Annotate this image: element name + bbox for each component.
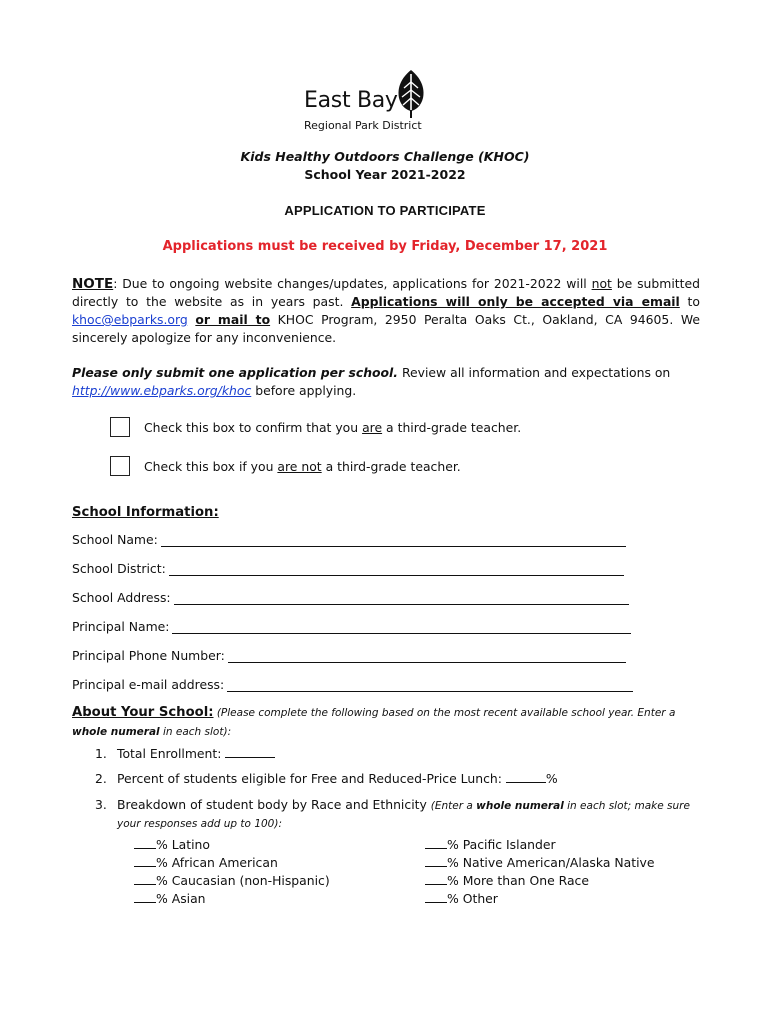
race-multiracial-input[interactable] (425, 872, 447, 885)
item-note-line2: your responses add up to 100): (117, 818, 282, 830)
about-school-heading: About Your School: (72, 705, 214, 720)
checkbox-label-emph: are not (277, 458, 322, 474)
race-label: % Latino (156, 837, 210, 852)
email-link[interactable]: khoc@ebparks.org (72, 312, 188, 327)
principal-name-input[interactable] (172, 619, 631, 634)
total-enrollment-input[interactable] (225, 745, 275, 758)
checkbox-label-text: Check this box if you (144, 458, 278, 474)
field-label: School Address: (72, 590, 171, 605)
item-label: Percent of students eligible for Free and Reduced-Price Lunch: (117, 771, 506, 786)
race-column-right (425, 836, 654, 908)
free-lunch-percent-input[interactable] (506, 770, 546, 783)
note-text: : Due to ongoing website changes/updates, applications for 2021-2022 will (113, 276, 592, 291)
race-pacific-islander-input[interactable] (425, 836, 447, 849)
race-caucasian (134, 872, 330, 890)
item-number: 3. (95, 797, 107, 812)
not-third-grade-checkbox[interactable] (110, 456, 130, 476)
race-column-left (134, 836, 330, 908)
item-number: 2. (95, 771, 107, 786)
total-enrollment-item (95, 745, 275, 763)
about-school-intro (72, 703, 692, 741)
race-asian (134, 890, 330, 908)
race-latino-input[interactable] (134, 836, 156, 849)
race-label: % Pacific Islander (447, 837, 556, 852)
race-label: % More than One Race (447, 873, 589, 888)
race-multiracial (425, 872, 654, 890)
race-label: % Other (447, 891, 498, 906)
school-year: School Year 2021-2022 (304, 167, 466, 182)
checkbox-label (144, 459, 461, 474)
leaf-icon (395, 68, 427, 118)
checkbox-label (144, 420, 521, 435)
school-district-input[interactable] (169, 561, 624, 576)
field-label: Principal Name: (72, 619, 170, 634)
race-pacific-islander (425, 836, 654, 854)
principal-email-input[interactable] (227, 677, 633, 692)
race-other (425, 890, 654, 908)
school-address-input[interactable] (174, 590, 629, 605)
race-label: % Asian (156, 891, 206, 906)
school-name-field-row (72, 529, 626, 547)
field-label: School District: (72, 561, 166, 576)
item-note-bold: whole numeral (476, 800, 564, 812)
logo-subtitle: Regional Park District (304, 119, 422, 132)
east-bay-logo (304, 68, 434, 138)
submit-text: Review all information and expectations on (398, 365, 671, 380)
free-lunch-item (95, 770, 558, 788)
school-district-field-row (72, 558, 624, 576)
item-note (431, 800, 690, 812)
submit-paragraph (72, 364, 700, 400)
principal-phone-input[interactable] (228, 648, 626, 663)
field-label: School Name: (72, 532, 158, 547)
program-title: Kids Healthy Outdoors Challenge (KHOC) (240, 149, 530, 164)
race-african-american-input[interactable] (134, 854, 156, 867)
race-label: % Native American/Alaska Native (447, 855, 655, 870)
note-label: NOTE (72, 276, 114, 292)
email-only-notice: Applications will only be accepted via email (351, 294, 680, 309)
about-note-bold: whole numeral (72, 726, 160, 738)
about-note-text: (Please complete the following based on the most recent available school year. Enter a (213, 707, 676, 719)
race-asian-input[interactable] (134, 890, 156, 903)
khoc-website-link[interactable]: http://www.ebparks.org/khoc (72, 383, 252, 398)
race-ethnicity-item (95, 796, 715, 833)
field-label: Principal e-mail address: (72, 677, 225, 692)
race-native-american-input[interactable] (425, 854, 447, 867)
not-third-grade-row (110, 454, 461, 478)
submit-text: before applying. (251, 383, 357, 398)
third-grade-confirm-checkbox[interactable] (110, 417, 130, 437)
race-label: % African American (156, 855, 278, 870)
item-label: Breakdown of student body by Race and Ethnicity (117, 797, 431, 812)
checkbox-label-text: Check this box to confirm that you (144, 419, 363, 435)
race-label: % Caucasian (non-Hispanic) (156, 873, 330, 888)
race-latino (134, 836, 330, 854)
principal-phone-field-row (72, 645, 626, 663)
note-not: not (591, 276, 612, 291)
principal-name-field-row (72, 616, 631, 634)
school-address-field-row (72, 587, 629, 605)
race-african-american (134, 854, 330, 872)
checkbox-label-emph: are (362, 419, 383, 435)
item-label: Total Enrollment: (117, 746, 226, 761)
checkbox-label-text: a third-grade teacher. (321, 458, 461, 474)
deadline-notice: Applications must be received by Friday, December 17, 2021 (162, 239, 608, 254)
principal-email-field-row (72, 674, 633, 692)
or-mail-to: or mail to (195, 312, 271, 327)
about-note-text: in each slot): (159, 726, 232, 738)
race-native-american (425, 854, 654, 872)
item-note-text: (Enter a (430, 800, 477, 812)
logo-name: East Bay (304, 88, 398, 113)
race-other-input[interactable] (425, 890, 447, 903)
note-paragraph (72, 275, 700, 347)
checkbox-label-text: a third-grade teacher. (382, 419, 522, 435)
field-label: Principal Phone Number: (72, 648, 225, 663)
note-text: to (679, 294, 700, 309)
percent-sign: % (545, 771, 558, 786)
race-caucasian-input[interactable] (134, 872, 156, 885)
form-title: APPLICATION TO PARTICIPATE (284, 203, 486, 218)
note-text: KHOC Program, 2950 Peralta Oaks Ct., Oakland, CA 94605. We sincerely apologize for any inconvenience. (72, 312, 700, 345)
school-name-input[interactable] (161, 532, 626, 547)
third-grade-confirm-row (110, 415, 521, 439)
one-application-notice: Please only submit one application per school. (72, 365, 399, 380)
item-note-text: in each slot; make sure (563, 800, 690, 812)
school-info-heading: School Information: (72, 505, 219, 520)
item-number: 1. (95, 746, 107, 761)
note-text: be submitted directly to the website as in years past. (72, 276, 700, 309)
